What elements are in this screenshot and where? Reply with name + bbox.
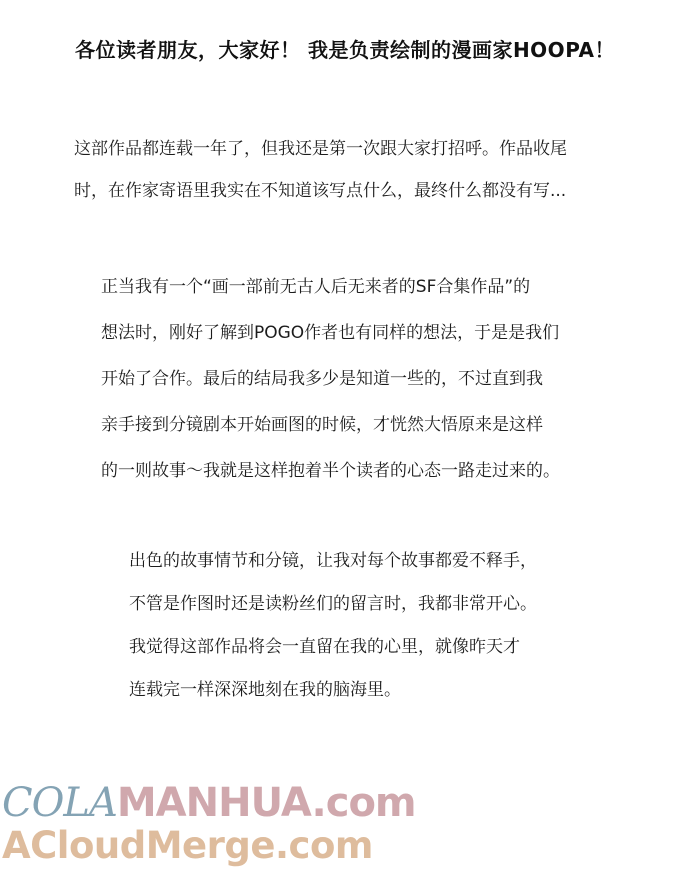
paragraph-line: 出色的故事情节和分镜，让我对每个故事都爱不释手， <box>129 551 537 571</box>
paragraph-line: 连载完一样深深地刻在我的脑海里。 <box>129 680 401 700</box>
paragraph-line: 的一则故事～我就是这样抱着半个读者的心态一路走过来的。 <box>101 461 560 481</box>
paragraph-1 <box>74 128 567 212</box>
watermark-line-1 <box>2 780 416 826</box>
page-title: 各位读者朋友，大家好！ 我是负责绘制的漫画家HOOPA！ <box>74 38 615 62</box>
site-watermark <box>0 780 420 870</box>
paragraph-line: 正当我有一个“画一部前无古人后无来者的SF合集作品”的 <box>101 277 531 297</box>
watermark-dotcom: .com <box>311 780 416 826</box>
paragraph-2 <box>101 264 560 494</box>
watermark-cola: COLA <box>2 780 117 826</box>
paragraph-line: 不管是作图时还是读粉丝们的留言时，我都非常开心。 <box>129 594 537 614</box>
watermark-line-2: ACloudMerge.com <box>2 824 373 867</box>
watermark-manhua: MANHUA <box>116 780 312 826</box>
paragraph-line: 时，在作家寄语里我实在不知道该写点什么，最终什么都没有写... <box>74 181 567 201</box>
paragraph-line: 想法时，刚好了解到POGO作者也有同样的想法，于是是我们 <box>101 323 560 343</box>
paragraph-line: 亲手接到分镜剧本开始画图的时候，才恍然大悟原来是这样 <box>101 415 543 435</box>
paragraph-line: 开始了合作。最后的结局我多少是知道一些的，不过直到我 <box>101 369 543 389</box>
paragraph-line: 这部作品都连载一年了，但我还是第一次跟大家打招呼。作品收尾 <box>74 139 567 159</box>
paragraph-line: 我觉得这部作品将会一直留在我的心里，就像昨天才 <box>129 637 520 657</box>
paragraph-3 <box>129 540 537 712</box>
